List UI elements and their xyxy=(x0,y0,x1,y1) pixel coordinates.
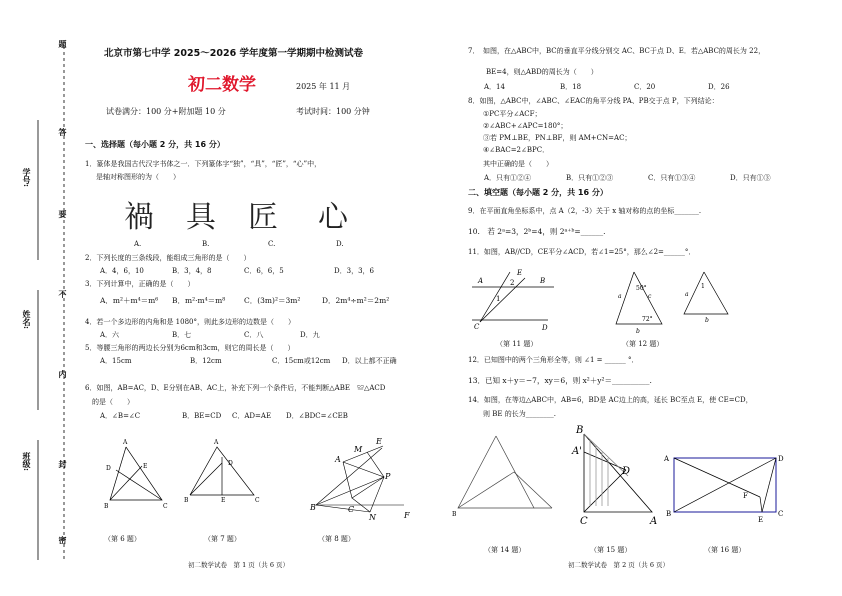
q4-option: A．六 xyxy=(100,331,120,339)
seal-glyph-a: 禍 xyxy=(124,200,154,235)
q1-option: A. xyxy=(134,240,142,248)
svg-text:B: B xyxy=(666,510,672,518)
q11: 11．如图，AB//CD，CE平分∠ACD，若∠1=25°，那么∠2=______°． xyxy=(468,248,696,256)
fig12-a2: a xyxy=(685,291,689,298)
exam-date: 2025 年 11 月 xyxy=(296,82,351,91)
q1-option: D. xyxy=(336,240,344,248)
svg-text:D: D xyxy=(622,466,631,477)
q2-option: C．6，6，5 xyxy=(244,267,284,275)
q2-option: D．3，3，6 xyxy=(334,267,374,275)
caption-fig-7: （第 7 题） xyxy=(204,535,241,543)
q8-item: ④∠BAC=2∠BPC． xyxy=(483,146,550,154)
svg-text:B: B xyxy=(184,497,189,504)
q14: 14．如图，在等边△ABC中，AB=6，BD是 AC边上的高，延长 BC至点 E，使 CE=CD， xyxy=(468,396,753,404)
q6-stem2: 的是（ ） xyxy=(92,398,134,406)
svg-text:A: A xyxy=(650,516,658,527)
seal-char: 密 xyxy=(58,536,68,544)
q8-item: ①PC平分∠ACF； xyxy=(483,110,542,118)
q3-option: C．(3m)²＝3m² xyxy=(244,296,301,305)
fig12-c: c xyxy=(648,293,652,300)
q8-option: B．只有①②③ xyxy=(566,174,614,182)
seal-char: 不 xyxy=(58,290,68,298)
q4-stem: 4．若一个多边形的内角和是 1080°，则此多边形的边数是（ ） xyxy=(85,318,295,326)
section-2-title: 二、填空题（每小题 2 分，共 16 分） xyxy=(468,188,608,197)
seal-char: 要 xyxy=(58,210,68,218)
seal-glyph-d: 心 xyxy=(318,200,348,235)
svg-text:B: B xyxy=(452,511,457,518)
svg-text:A: A xyxy=(214,439,219,446)
seal-char: 题 xyxy=(58,40,68,48)
q8-option: C．只有①③④ xyxy=(648,174,696,182)
svg-text:B: B xyxy=(104,503,109,510)
caption-fig-8: （第 8 题） xyxy=(318,535,355,543)
svg-text:2: 2 xyxy=(510,279,515,287)
svg-text:D: D xyxy=(778,455,784,463)
q6-option: B．BE=CD xyxy=(182,412,222,420)
q2-option: A．4，6，10 xyxy=(100,267,144,275)
q8-option: A．只有①②④ xyxy=(484,174,532,182)
time-info: 考试时间：100 分钟 xyxy=(296,107,370,116)
seal-char: 内 xyxy=(58,370,68,378)
q6-stem: 6．如图，AB=AC，D、E分别在AB、AC上，补充下列一个条件后，不能判断△ABE ≌△ACD xyxy=(85,384,386,392)
q8-item: ②∠ABC+∠APC=180°； xyxy=(483,122,568,130)
svg-text:A: A xyxy=(335,455,341,464)
svg-text:D: D xyxy=(106,465,111,472)
q8-stem2: 其中正确的是（ ） xyxy=(483,160,553,168)
svg-text:B: B xyxy=(310,503,316,512)
score-info: 试卷满分：100 分+附加题 10 分 xyxy=(106,107,226,116)
caption-fig-16: （第 16 题） xyxy=(704,546,746,554)
name-label: 姓名: xyxy=(22,310,32,329)
svg-text:E: E xyxy=(517,269,523,277)
svg-text:C: C xyxy=(255,497,260,504)
svg-text:A: A xyxy=(478,277,484,285)
svg-text:C: C xyxy=(778,510,784,518)
student-id-label: 学号: xyxy=(22,168,32,187)
q13: 13．已知 x＋y＝−7，xy＝6，则 x²＋y²＝__________. xyxy=(468,376,652,385)
q3-stem: 3．下列计算中，正确的是（ ） xyxy=(85,280,195,288)
svg-text:P: P xyxy=(385,472,391,481)
svg-text:E: E xyxy=(143,463,148,470)
seal-char: 答 xyxy=(58,128,68,136)
q1-stem2: 是轴对称图形的为（ ） xyxy=(96,173,180,181)
svg-text:C: C xyxy=(474,323,480,331)
page-footer-right: 初二数学试卷 第 2 页（共 6 页） xyxy=(568,561,670,569)
q1-option: B. xyxy=(202,240,210,248)
q7-stem: 7． 如图，在△ABC中，BC的垂直平分线分别交 AC、BC于点 D、E．若△ABC的周长为 22， xyxy=(468,47,766,55)
seal-char: 封 xyxy=(58,460,68,468)
page-footer-left: 初二数学试卷 第 1 页（共 6 页） xyxy=(188,561,290,569)
caption-fig-14: （第 14 题） xyxy=(484,546,526,554)
svg-text:C: C xyxy=(163,503,168,510)
section-1-title: 一、选择题（每小题 2 分，共 16 分） xyxy=(85,140,225,149)
q5-option: D．以上都不正确 xyxy=(342,357,397,365)
caption-fig-11: （第 11 题） xyxy=(496,340,538,348)
seal-glyph-c: 匠 xyxy=(248,200,278,235)
q2-option: B．3，4，8 xyxy=(172,267,212,275)
subject-title: 初二数学 xyxy=(188,75,256,95)
caption-fig-6: （第 6 题） xyxy=(104,535,141,543)
q7-stem2: BE=4，则△ABD的周长为（ ） xyxy=(486,68,598,76)
svg-text:N: N xyxy=(369,513,376,522)
q3-option: D．2m⁴÷m²＝2m² xyxy=(322,296,390,305)
q12: 12．已知图中的两个三角形全等，则 ∠1 = ______ °． xyxy=(468,356,639,364)
q3-option: B．m²·m⁴＝m⁸ xyxy=(172,296,226,305)
q3-option: A．m²＋m⁴＝m⁶ xyxy=(100,296,159,305)
svg-text:B: B xyxy=(576,425,584,436)
q8-stem: 8．如图，△ABC中，∠ABC、∠EAC的角平分线 PA、PB交于点 P，下列结论： xyxy=(468,97,719,105)
svg-text:B: B xyxy=(540,277,546,285)
q8-item: ③若 PM⊥BE，PN⊥BF，则 AM+CN=AC； xyxy=(483,134,632,142)
q4-option: D．九 xyxy=(300,331,320,339)
class-label: 班级: xyxy=(22,452,32,471)
q7-option: B．18 xyxy=(560,83,582,91)
fig12-b: b xyxy=(636,328,640,335)
svg-text:E: E xyxy=(758,516,764,524)
q5-option: B．12cm xyxy=(190,357,222,365)
q5-option: C．15cm或12cm xyxy=(272,357,331,365)
caption-fig-12: （第 12 题） xyxy=(622,340,664,348)
q1-stem: 1．篆体是我国古代汉字书体之一．下列篆体字“独”，“具”，“匠”，“心”中， xyxy=(85,160,322,168)
q10: 10. 若 2ᵃ=3，2ᵇ=4，则 2ᵃ⁺ᵇ=______. xyxy=(468,227,606,236)
q9: 9．在平面直角坐标系中，点 A（2，-3）关于 x 轴对称的点的坐标_______. xyxy=(468,207,702,215)
svg-text:F: F xyxy=(743,492,748,500)
fig12-angle2: 72° xyxy=(642,316,653,323)
q7-option: D．26 xyxy=(708,83,730,91)
svg-text:C: C xyxy=(348,505,355,514)
q5-option: A．15cm xyxy=(100,357,132,365)
fig12-a: a xyxy=(618,293,622,300)
svg-text:A: A xyxy=(123,439,128,446)
exam-title: 北京市第七中学 2025～2026 学年度第一学期期中检测试卷 xyxy=(104,48,363,59)
svg-text:E: E xyxy=(221,497,226,504)
svg-text:M: M xyxy=(354,445,363,454)
svg-text:C: C xyxy=(580,516,588,527)
fig12-label1: 1 xyxy=(701,283,705,290)
svg-text:D: D xyxy=(228,460,233,467)
q7-option: C．20 xyxy=(634,83,656,91)
fig12-b2: b xyxy=(705,317,709,324)
q8-option: D．只有①③ xyxy=(730,174,771,182)
caption-fig-15: （第 15 题） xyxy=(590,546,632,554)
q4-option: C．八 xyxy=(244,331,264,339)
q6-option: C．AD=AE xyxy=(232,412,272,420)
q14b: 则 BE 的长为________. xyxy=(483,410,556,418)
q7-option: A．14 xyxy=(484,83,505,91)
q6-option: D．∠BDC=∠CEB xyxy=(286,412,348,420)
q5-stem: 5．等腰三角形的两边长分别为6cm和3cm，则它的周长是（ ） xyxy=(85,344,295,352)
svg-text:D: D xyxy=(542,324,548,332)
fig12-angle1: 50° xyxy=(636,285,647,292)
seal-glyph-b: 具 xyxy=(186,200,216,235)
svg-text:F: F xyxy=(404,511,410,520)
svg-text:1: 1 xyxy=(496,295,501,303)
svg-text:A: A xyxy=(664,455,670,463)
q6-option: A．∠B=∠C xyxy=(100,412,141,420)
svg-text:E: E xyxy=(376,437,382,446)
svg-text:A': A' xyxy=(572,446,582,457)
q2-stem: 2．下列长度的三条线段，能组成三角形的是（ ） xyxy=(85,254,251,262)
q1-option: C. xyxy=(268,240,276,248)
q4-option: B．七 xyxy=(172,331,192,339)
